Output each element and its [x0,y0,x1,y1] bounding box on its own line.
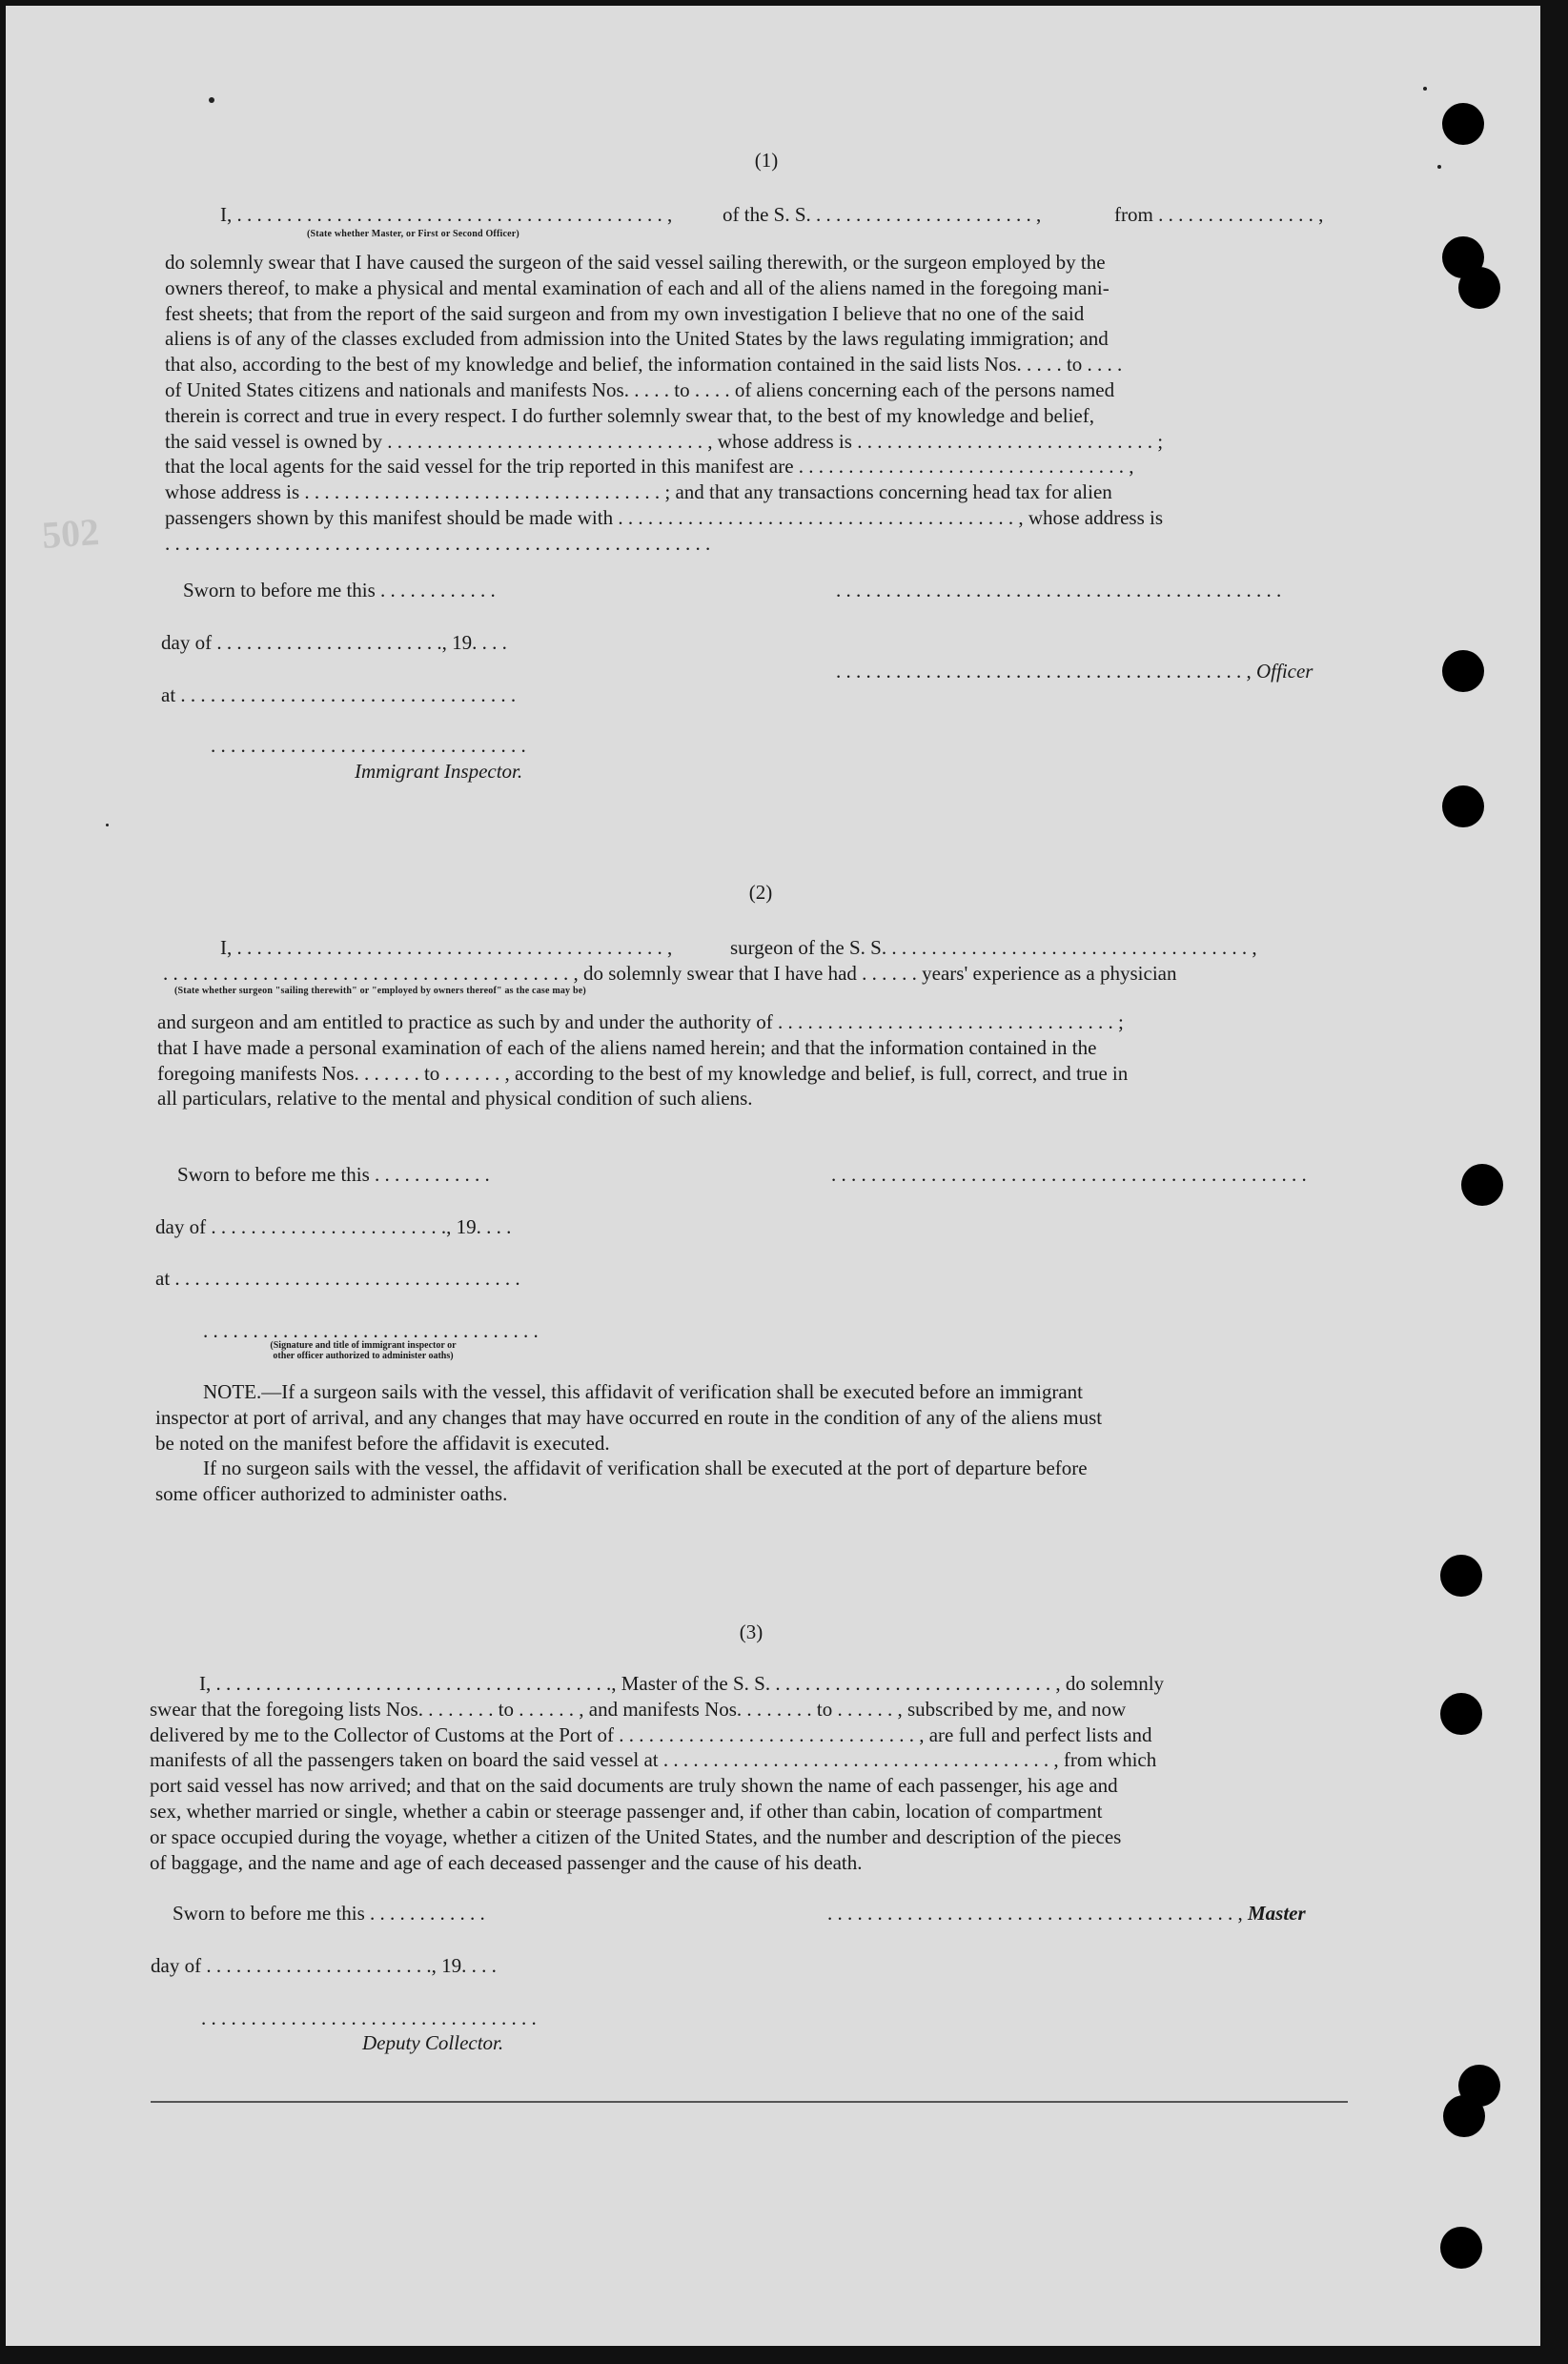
note-lead: NOTE. [203,1380,262,1403]
vessel-name-field: of the S. S. . . . . . . . . . . . . . . . . . . . . . . , [723,203,1042,226]
punch-hole [1442,785,1484,827]
section-1-oath [165,250,1368,557]
oath-line: port said vessel has now arrived; and that on the said documents are truly shown the name of each passenger, his age and [150,1774,1118,1798]
departure-port-field: from . . . . . . . . . . . . . . . . , [1114,203,1324,226]
oath-line: therein is correct and true in every respect. I do further solemnly swear that, to the best of my knowledge and belief, [165,403,1094,427]
punch-hole [1442,103,1484,145]
master-dots: . . . . . . . . . . . . . . . . . . . . . . . . . . . . . . . . . . . . . . . . . , [827,1902,1243,1925]
section-1-number: (1) [754,149,779,172]
oath-line: delivered by me to the Collector of Customs at the Port of . . . . . . . . . . . . . . . . . . . . . . . . . . . . . . , are full and perfect lists and [150,1722,1152,1746]
oath-line: manifests of all the passengers taken on board the said vessel at . . . . . . . . . . . . . . . . . . . . . . . . . . . . . . . . . . . . . . . , from which [150,1748,1157,1772]
oath-line: whose address is . . . . . . . . . . . . . . . . . . . . . . . . . . . . . . . . . . . . ; and that any transactions concerning head tax for alien [165,480,1112,504]
inspector-signature-line: . . . . . . . . . . . . . . . . . . . . . . . . . . . . . . . . [211,734,526,757]
bottom-rule [151,2101,1348,2103]
officer-signature-line: . . . . . . . . . . . . . . . . . . . . . . . . . . . . . . . . . . . . . . . . . . . . . [836,579,1282,601]
oath-line: foregoing manifests Nos. . . . . . . to . . . . . . , according to the best of my knowledge and belief, is full, correct, and true in [157,1061,1129,1085]
section-2-oath [157,1009,1359,1111]
oath-line: aliens is of any of the classes excluded from admission into the United States by the laws regulating immigration; and [165,327,1109,351]
deputy-signature-line: . . . . . . . . . . . . . . . . . . . . . . . . . . . . . . . . . . [201,2007,537,2029]
punch-hole [1440,1693,1482,1735]
note-line: be noted on the manifest before the affidavit is executed. [155,1431,610,1455]
day-line: day of . . . . . . . . . . . . . . . . . . . . . . ., 19. . . . [161,631,507,654]
margin-stamp: 502 [40,509,101,558]
oath-line: that I have made a personal examination of each of the aliens named herein; and that the information contained in the [157,1035,1097,1059]
sworn-line: Sworn to before me this . . . . . . . . . . . . [173,1902,485,1925]
speck-mark [1423,87,1427,91]
officer-dots: . . . . . . . . . . . . . . . . . . . . . . . . . . . . . . . . . . . . . . . . . , [836,660,1252,683]
officer-title-line [836,659,1313,684]
day-line: day of . . . . . . . . . . . . . . . . . . . . . . ., 19. . . . [151,1954,497,1977]
day-line: day of . . . . . . . . . . . . . . . . . . . . . . . ., 19. . . . [155,1215,512,1238]
oath-line: that the local agents for the said vessel for the trip reported in this manifest are . . . . . . . . . . . . . . . . . . . . . . . . . . . . . . . . . , [165,455,1134,479]
note-text: —If a surgeon sails with the vessel, this affidavit of verification shall be executed before an immigrant [261,1380,1083,1403]
punch-hole [1443,2095,1485,2137]
oath-line: that also, according to the best of my knowledge and belief, the information contained in the said lists Nos. . . . . to . . . . [165,353,1123,377]
punch-hole [1461,1164,1503,1206]
punch-hole [1440,2227,1482,2269]
speck-mark [1437,165,1441,169]
signature-note-line: other officer authorized to administer oaths) [273,1351,454,1361]
section-3-number: (3) [739,1620,764,1643]
oath-line: passengers shown by this manifest should be made with . . . . . . . . . . . . . . . . . . . . . . . . . . . . . . . . . . . . . . . . , whose address is [165,505,1163,529]
officer-label: Officer [1256,660,1313,683]
oath-line: or space occupied during the voyage, whether a citizen of the United States, and the number and description of the pieces [150,1824,1122,1848]
oath-line: the said vessel is owned by . . . . . . . . . . . . . . . . . . . . . . . . . . . . . . . . , whose address is . . . . . . . . . . . . . . . . . . . . . . . . . . . . . . ; [165,429,1164,453]
oath-line: swear that the foregoing lists Nos. . . . . . . . to . . . . . . , and manifests Nos. . . . . . . . to . . . . . . , subscribed by me, and now [150,1697,1127,1721]
punch-hole [1458,267,1500,309]
speck-mark [106,824,109,826]
at-line: at . . . . . . . . . . . . . . . . . . . . . . . . . . . . . . . . . . [161,683,517,706]
note-line: some officer authorized to administer oaths. [155,1482,508,1506]
punch-hole [1442,650,1484,692]
signature-note [201,1340,525,1361]
oath-line: do solemnly swear that I have caused the surgeon of the said vessel sailing therewith, or the surgeon employed by the [165,251,1106,274]
note-paragraph [155,1379,1359,1405]
inspector-signature-line: . . . . . . . . . . . . . . . . . . . . . . . . . . . . . . . . . . [203,1319,539,1342]
section-3-oath [150,1671,1354,1875]
oath-line: of United States citizens and nationals and manifests Nos. . . . . to . . . . of aliens concerning each of the persons named [165,377,1115,401]
sworn-line: Sworn to before me this . . . . . . . . . . . . [183,579,496,601]
section-2-number: (2) [748,881,773,904]
officer-rank-note: (State whether Master, or First or Second Officer) [307,229,519,239]
surgeon-signature-line: . . . . . . . . . . . . . . . . . . . . . . . . . . . . . . . . . . . . . . . . . . . . . . . . [831,1163,1307,1186]
note-line: inspector at port of arrival, and any changes that may have occurred en route in the condition of any of the aliens must [155,1405,1103,1429]
note-block [155,1379,1359,1507]
oath-line: and surgeon and am entitled to practice as such by and under the authority of . . . . . . . . . . . . . . . . . . . . . . . . . . . . . . . . . . ; [157,1010,1124,1033]
surgeon-experience-line: . . . . . . . . . . . . . . . . . . . . . . . . . . . . . . . . . . . . . . . . . , do solemnly swear that I have had . . . . . . years' experience as a physician [163,962,1177,985]
note-line: If no surgeon sails with the vessel, the affidavit of verification shall be executed at the port of departure before [203,1457,1088,1480]
sworn-line: Sworn to before me this . . . . . . . . . . . . [177,1163,490,1186]
master-signature-line [827,1901,1306,1926]
surgeon-vessel-field: surgeon of the S. S. . . . . . . . . . . . . . . . . . . . . . . . . . . . . . . . . . . . . , [730,936,1257,959]
signature-note-line: (Signature and title of immigrant inspector or [270,1340,457,1351]
oath-line: of baggage, and the name and age of each deceased passenger and the cause of his death. [150,1850,863,1874]
at-line: at . . . . . . . . . . . . . . . . . . . . . . . . . . . . . . . . . . . [155,1267,520,1290]
master-label: Master [1248,1902,1306,1925]
surgeon-type-note: (State whether surgeon "sailing therewith" or "employed by owners thereof" as the case may be) [174,986,586,996]
oath-line: I, . . . . . . . . . . . . . . . . . . . . . . . . . . . . . . . . . . . . . . . ., Master of the S. S. . . . . . . . . . . . . . . . . . . . . . . . . . . . . , do solemnly [199,1672,1165,1695]
oath-line: . . . . . . . . . . . . . . . . . . . . . . . . . . . . . . . . . . . . . . . . . . . . . . . . . . . . . . . [165,531,711,555]
oath-line: owners thereof, to make a physical and mental examination of each and all of the aliens named in the foregoing mani- [165,275,1110,299]
master-name-field: I, . . . . . . . . . . . . . . . . . . . . . . . . . . . . . . . . . . . . . . . . . . . , [220,203,673,226]
surgeon-name-field: I, . . . . . . . . . . . . . . . . . . . . . . . . . . . . . . . . . . . . . . . . . . . , [220,936,673,959]
oath-line: fest sheets; that from the report of the said surgeon and from my own investigation I believe that no one of the said [165,301,1085,325]
inspector-label: Immigrant Inspector. [355,760,523,783]
deputy-label: Deputy Collector. [362,2031,504,2054]
form-page [6,6,1540,2346]
oath-line: all particulars, relative to the mental and physical condition of such aliens. [157,1087,753,1111]
punch-hole [1440,1555,1482,1597]
oath-line: sex, whether married or single, whether a cabin or steerage passenger and, if other than cabin, location of compartment [150,1799,1103,1823]
speck-mark [209,97,214,103]
